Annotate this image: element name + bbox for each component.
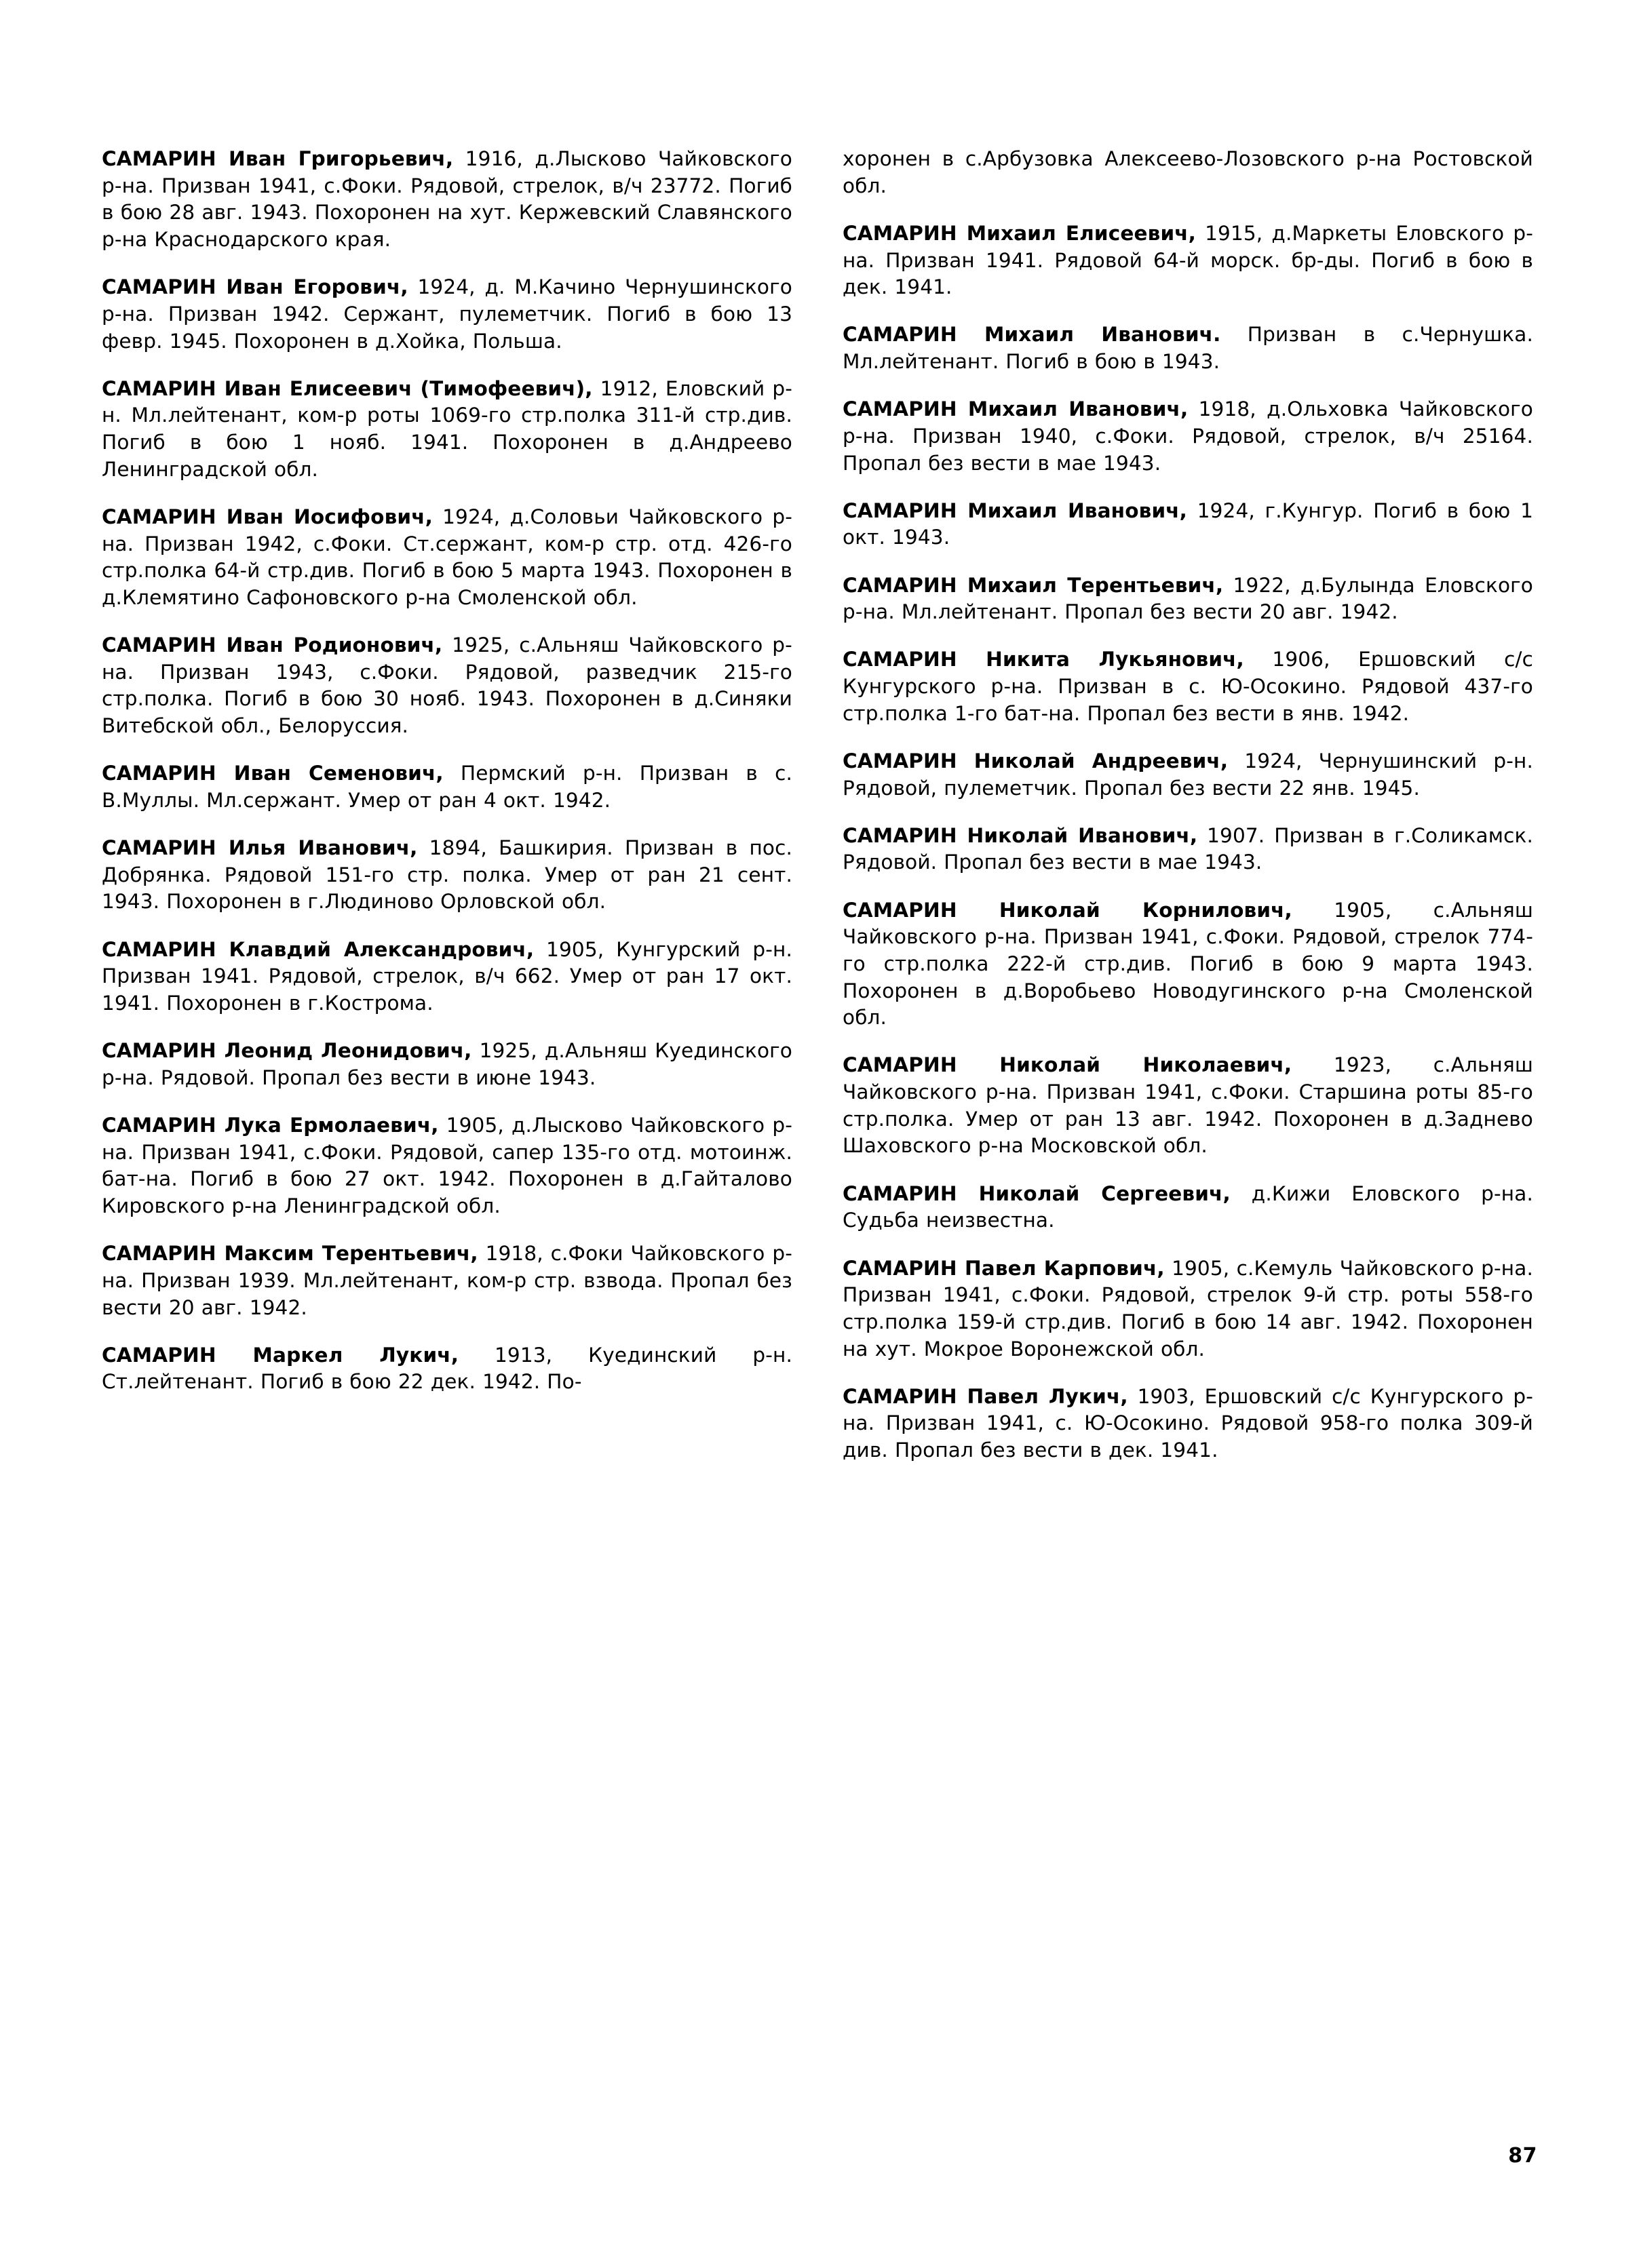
entry [843,321,1533,375]
entry-name: САМАРИН Николай Иванович, [843,823,1198,847]
entry [102,1038,792,1091]
entry-name: САМАРИН Иван Семенович, [102,762,444,785]
left-column [102,146,792,1396]
entry-name: САМАРИН Лука Ермолаевич, [102,1113,439,1137]
entry-name: САМАРИН Клавдий Александрович, [102,937,535,961]
entry-text: 1918, с.Фоки Чайковского р-на. Призван 1939. Мл.лейтенант, ком-р стр. взвода. Пропал без вести 20 авг. 1942. [102,1242,792,1319]
entry-name: САМАРИН Михаил Терентьевич, [843,573,1224,597]
entry [102,146,792,254]
entry-name: САМАРИН Илья Иванович, [102,836,418,860]
entry-text: 1905, Кунгурский р-н. Призван 1941. Рядовой, стрелок, в/ч 662. Умер от ран 17 окт. 1941. Похоронен в г.Кострома. [102,937,792,1015]
entry [102,632,792,740]
entry-text: Призван в с.Чернушка. Мл.лейтенант. Погиб в бою в 1943. [843,323,1533,374]
entry-name: САМАРИН Максим Терентьевич, [102,1242,478,1266]
entry-name: САМАРИН Николай Корнилович, [843,898,1292,922]
entry-name: САМАРИН Иван Григорьевич, [102,147,454,170]
entry [843,220,1533,301]
entry [102,937,792,1017]
entry-name: САМАРИН Никита Лукьянович, [843,648,1244,671]
entry-text: 1906, Ершовский с/с Кунгурского р-на. Призван в с. Ю-Осокино. Рядовой 437-го стр.полка 1-го бат-на. Пропал без вести в янв. 1942. [843,648,1533,725]
entry-name: САМАРИН Иван Елисеевич (Тимофеевич), [102,376,593,400]
entry-text: 1924, г.Кунгур. Погиб в бою 1 окт. 1943. [843,498,1533,549]
entry-text: д.Кижи Еловского р-на. Судьба неизвестна. [843,1181,1534,1232]
entry [102,835,792,916]
entry [102,1112,792,1220]
entry [102,1342,792,1396]
entry-name: САМАРИН Николай Николаевич, [843,1053,1292,1077]
entry-text: 1918, д.Ольховка Чайковского р-на. Призван 1940, с.Фоки. Рядовой, стрелок, в/ч 25164. Пропал без вести в мае 1943. [843,397,1533,475]
entry-name: САМАРИН Павел Лукич, [843,1384,1128,1408]
entry-name: САМАРИН Николай Сергеевич, [843,1181,1231,1205]
entry-text: 1905, с.Кемуль Чайковского р-на. Призван 1941, с.Фоки. Рядовой, стрелок 9-й стр. роты 558-го стр.полка 159-й стр.див. Погиб в бою 14 авг. 1942. Похоронен на хут. Мокрое Воронежской обл. [843,1256,1533,1361]
entry-text: 1924, д. М.Качино Чернушинского р-на. Призван 1942. Сержант, пулеметчик. Погиб в бою 13 февр. 1945. Похоронен в д.Хойка, Польша. [102,275,792,353]
entry-name: САМАРИН Михаил Иванович, [843,498,1188,522]
entry-text: 1905, д.Лысково Чайковского р-на. Призван 1941, с.Фоки. Рядовой, сапер 135-го отд. мотоинж. бат-на. Погиб в бою 27 окт. 1942. Похоронен в д.Гайталово Кировского р-на Ленинградской обл. [102,1113,793,1217]
entry-text: 1907. Призван в г.Соликамск. Рядовой. Пропал без вести в мае 1943. [843,823,1533,874]
entry-name: САМАРИН Леонид Леонидович, [102,1039,472,1063]
entry-name: САМАРИН Павел Карпович, [843,1256,1165,1280]
entry [843,1181,1533,1234]
entry-name: САМАРИН Маркел Лукич, [102,1343,459,1367]
entry-name: САМАРИН Николай Андреевич, [843,749,1229,773]
entry-text: хоронен в с.Арбузовка Алексеево-Лозовского р-на Ростовской обл. [843,147,1533,197]
entry-text: Пермский р-н. Призван в с. В.Муллы. Мл.сержант. Умер от ран 4 окт. 1942. [102,762,792,812]
entry-name: САМАРИН Иван Иосифович, [102,505,433,528]
entry [843,897,1533,1032]
entry [102,504,792,612]
entry [843,572,1533,626]
entry-name: САМАРИН Михаил Иванович, [843,397,1189,421]
entry-text: 1903, Ершовский с/с Кунгурского р-на. Призван 1941, с. Ю-Осокино. Рядовой 958-го полка 309-й див. Пропал без вести в дек. 1941. [843,1384,1533,1462]
entry-text: 1916, д.Лысково Чайковского р-на. Призван 1941, с.Фоки. Рядовой, стрелок, в/ч 23772. Погиб в бою 28 авг. 1943. Похоронен на хут. Кержевский Славянского р-на Краснодарского края. [102,147,792,252]
right-column [843,146,1533,1464]
entry [843,748,1533,802]
entry-text: 1924, Чернушинский р-н. Рядовой, пулеметчик. Пропал без вести 22 янв. 1945. [843,749,1533,800]
entry [843,396,1533,477]
entry-name: САМАРИН Иван Родионович, [102,633,443,657]
entry [843,823,1533,876]
two-column-body [102,146,1537,1464]
entry [843,1052,1533,1160]
entry [102,760,792,814]
entry-name: САМАРИН Михаил Елисеевич, [843,221,1197,245]
entry-text: 1923, с.Альняш Чайковского р-на. Призван 1941, с.Фоки. Старшина роты 85-го стр.полка. Умер от ран 13 авг. 1942. Похоронен в д.Заднево Шаховского р-на Московской обл. [843,1053,1533,1158]
entry [843,1384,1533,1464]
entry-text: 1925, с.Альняш Чайковского р-на. Призван 1943, с.Фоки. Рядовой, разведчик 215-го стр.полка. Погиб в бою 30 нояб. 1943. Похоронен в д.Синяки Витебской обл., Белоруссия. [102,633,792,738]
entry [102,274,792,355]
entry [843,1255,1533,1363]
entry-text: 1912, Еловский р-н. Мл.лейтенант, ком-р роты 1069-го стр.полка 311-й стр.див. Погиб в бою 1 нояб. 1941. Похоронен в д.Андреево Ленинградской обл. [102,376,793,481]
entry [843,646,1533,727]
entry-name: САМАРИН Иван Егорович, [102,275,408,299]
entry [102,376,792,484]
entry-name: САМАРИН Михаил Иванович. [843,323,1221,347]
entry-continuation [843,146,1533,199]
entry-text: 1925, д.Альняш Куединского р-на. Рядовой. Пропал без вести в июне 1943. [102,1039,792,1089]
entry-text: 1905, с.Альняш Чайковского р-на. Призван 1941, с.Фоки. Рядовой, стрелок 774-го стр.полка 222-й стр.див. Погиб в бою 9 марта 1943. Похоронен в д.Воробьево Новодугинского р-на Смоленской обл. [843,898,1533,1030]
entry [102,1240,792,1321]
entry-text: 1922, д.Булында Еловского р-на. Мл.лейтенант. Пропал без вести 20 авг. 1942. [843,573,1533,624]
entry-text: 1913, Куединский р-н. Ст.лейтенант. Погиб в бою 22 дек. 1942. По- [102,1343,792,1394]
entry-text: 1924, д.Соловьи Чайковского р-на. Призван 1942, с.Фоки. Ст.сержант, ком-р стр. отд. 426-го стр.полка 64-й стр.див. Погиб в бою 5 марта 1943. Похоронен в д.Клемятино Сафоновского р-на Смоленской обл. [102,505,793,609]
page-number: 87 [1508,2144,1537,2168]
entry-text: 1894, Башкирия. Призван в пос. Добрянка. Рядовой 151-го стр. полка. Умер от ран 21 сент. 1943. Похоронен в г.Людиново Орловской обл. [102,836,792,914]
entry [843,498,1533,551]
entry-text: 1915, д.Маркеты Еловского р-на. Призван 1941. Рядовой 64-й морск. бр-ды. Погиб в бою в дек. 1941. [843,221,1534,299]
